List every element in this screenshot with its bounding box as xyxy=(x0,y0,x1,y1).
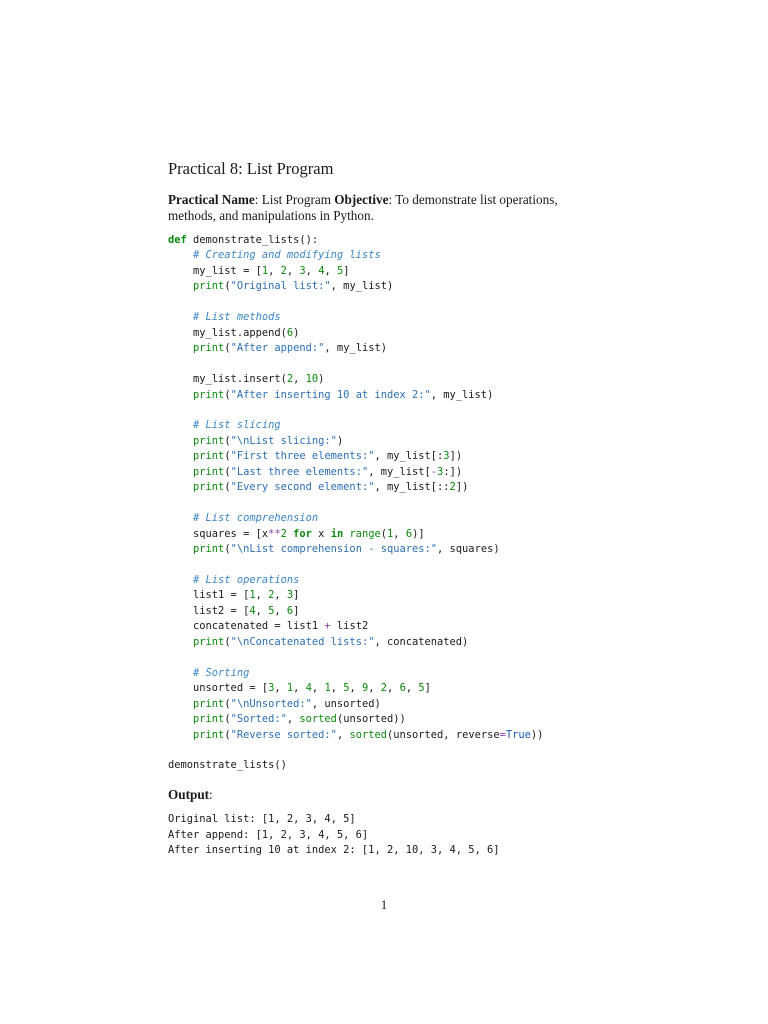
practical-name-value: : List Program xyxy=(254,192,335,207)
code-string: "Reverse sorted:" xyxy=(230,728,337,741)
code-string: "\nUnsorted:" xyxy=(230,697,312,710)
code-string: "Sorted:" xyxy=(230,713,287,726)
code-string: "First three elements:" xyxy=(230,450,375,463)
code-comment: # List slicing xyxy=(193,419,281,432)
code-string: "\nList comprehension - squares:" xyxy=(230,543,438,556)
code-block: def demonstrate_lists(): # Creating and modifying lists my_list = [1, 2, 3, 4, 5] print("Original list:", my_list) # List methods my_list.append(6) print("After append:", my_list) my_list.insert(2, 10) print("After inserting 10 at index 2:", my_list) # List slicing print("\nList slicing:") print("First three elements:", my_list[:3]) print("Last three elements:", my_list[-3:]) print("Every second element:", my_list[::2]) # List comprehension squares = [x**2 for x in range(1, 6)] print("\nList comprehension - squares:", squares) # List operations list1 = [1, 2, 3] list2 = [4, 5, 6] concatenated = list1 + list2 print("\nConcatenated lists:", concatenated) # Sorting unsorted = [3, 1, 4, 1, 5, 9, 2, 6, 5] print("\nUnsorted:", unsorted) print("Sorted:", sorted(unsorted)) print("Reverse sorted:", sorted(unsorted, reverse=True)) xyxy=(168,234,544,741)
code-comment: # List comprehension xyxy=(193,512,319,525)
code-string: "\nList slicing:" xyxy=(230,434,337,447)
code-comment: # Creating and modifying lists xyxy=(193,249,381,262)
def-keyword: def xyxy=(168,234,187,246)
objective-label: Objective xyxy=(334,192,389,207)
page-number: 1 xyxy=(380,897,388,912)
code-string: "After append:" xyxy=(230,342,325,355)
code-comment: # List methods xyxy=(193,311,281,324)
practical-description xyxy=(168,192,608,224)
code-comment: # Sorting xyxy=(193,666,250,679)
function-signature: demonstrate_lists(): xyxy=(186,234,319,246)
output-block xyxy=(168,812,608,858)
code-string: "\nConcatenated lists:" xyxy=(230,635,375,648)
page-content xyxy=(168,158,608,859)
page-title: Practical 8: List Program xyxy=(168,159,334,178)
objective-value: : To demonstrate list operations, methods, and manipulations in Python. xyxy=(168,192,558,223)
function-call: demonstrate_lists() xyxy=(168,758,287,771)
output-line: Original list: [1, 2, 3, 4, 5] xyxy=(168,813,356,826)
code-string: "After inserting 10 at index 2:" xyxy=(230,388,431,401)
code-string: "Every second element:" xyxy=(230,481,375,494)
output-heading: Output: xyxy=(168,787,213,803)
code-string: "Last three elements:" xyxy=(230,465,369,478)
output-line: After append: [1, 2, 3, 4, 5, 6] xyxy=(168,828,369,841)
practical-name-label: Practical Name xyxy=(168,192,255,207)
output-label: Output xyxy=(168,787,210,803)
output-line: After inserting 10 at index 2: [1, 2, 10, 3, 4, 5, 6] xyxy=(168,844,500,857)
code-comment: # List operations xyxy=(193,573,300,586)
code-string: "Original list:" xyxy=(230,280,331,293)
